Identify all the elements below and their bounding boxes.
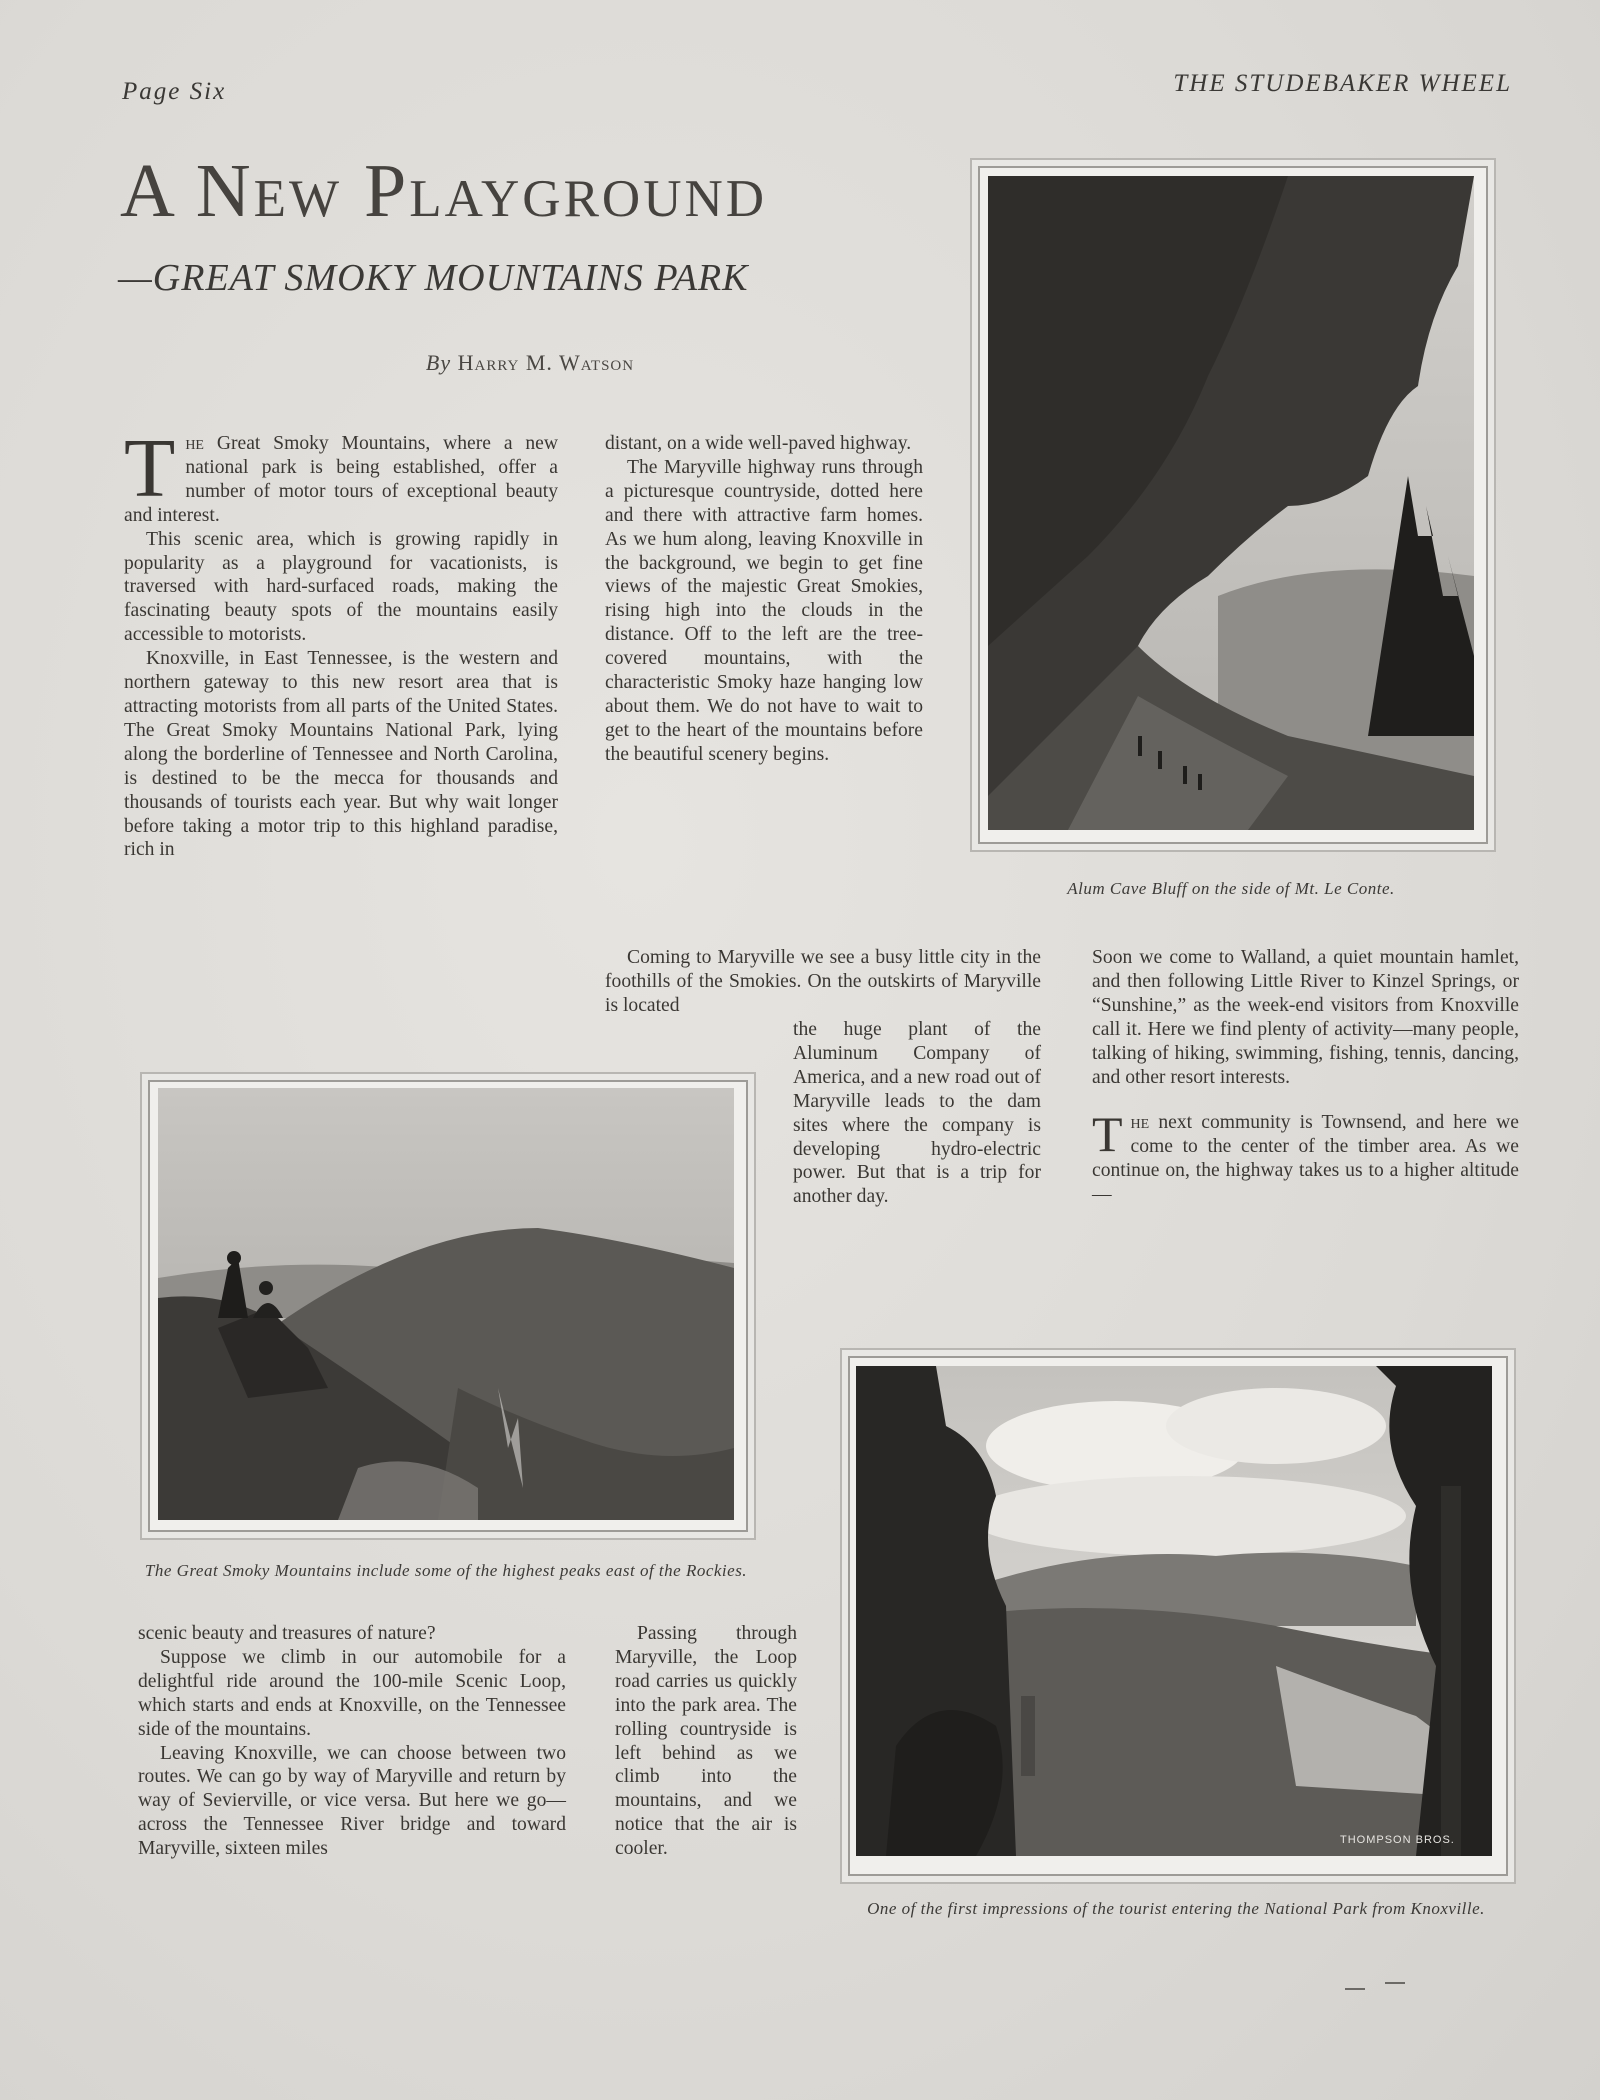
- paragraph-text: Great Smoky Mountains, where a new national park is being established, offer a number of motor tours of exceptional beauty and interest.: [124, 433, 558, 526]
- column-1: [124, 422, 558, 862]
- column-lower-left: [138, 1622, 566, 1861]
- column-2-narrow: [793, 1018, 1041, 1209]
- paragraph: Soon we come to Walland, a quiet mountain hamlet, and then following Little River to Kinzel Springs, or “Sunshine,” as the week-end visitors from Knoxville call it. Here we find plenty of activity—many people, talking of hiking, swimming, fishing, tennis, dancing, and other resort interests.: [1092, 947, 1519, 1088]
- paragraph: scenic beauty and treasures of nature?: [138, 1623, 436, 1644]
- paragraph: Coming to Maryville we see a busy little city in the foothills of the Smokies. On the outskirts of Maryville is located: [605, 947, 1041, 1016]
- caption-peaks: The Great Smoky Mountains include some of the highest peaks east of the Rockies.: [144, 1561, 748, 1580]
- paragraph: Leaving Knoxville, we can choose between two routes. We can go by way of Maryville and return by way of Sevierville, or vice versa. But here we go—across the Tennessee River bridge and toward Maryville, sixteen miles: [138, 1742, 566, 1860]
- paragraph: The Maryville highway runs through a picturesque countryside, dotted here and there with attractive farm homes. As we hum along, leaving Knoxville in the background, we begin to get fine views of the majestic Great Smokies, rising high into the clouds in the distance. Off to the left are the tree-covered mountains, with the characteristic Smoky haze hanging low about them. We do not have to wait to get to the heart of the mountains before the beautiful scenery begins.: [605, 456, 923, 765]
- page-number-label: Page Six: [122, 78, 227, 105]
- column-lower-middle: [615, 1622, 797, 1861]
- paragraph: [1092, 1106, 1519, 1207]
- lead-word: he: [1130, 1112, 1150, 1134]
- drop-cap: T: [124, 422, 176, 515]
- paragraph-text: next community is Townsend, and here we come to the center of the timber area. As we continue on, the highway takes us to a higher altitude—: [1092, 1112, 1519, 1206]
- caption-first-impressions: One of the first impressions of the tourist entering the National Park from Knoxville.: [867, 1899, 1485, 1918]
- paragraph: Knoxville, in East Tennessee, is the western and northern gateway to this new resort area that is attracting motorists from all parts of the United States. The Great Smoky Mountains National Park, lying along the borderline of Tennessee and North Carolina, is destined to be the mecca for thousands and thousands of tourists each year. But why wait longer before taking a motor trip to this highland paradise, rich in: [124, 648, 558, 861]
- article-subtitle: [118, 256, 938, 300]
- byline-author: Harry M. Watson: [457, 350, 635, 375]
- byline: [120, 350, 940, 376]
- paragraph: Suppose we climb in our automobile for a delightful ride around the 100-mile Scenic Loop, which starts and ends at Knoxville, on the Tennessee side of the mountains.: [138, 1646, 566, 1740]
- column-2-wide: [605, 946, 1041, 1018]
- column-2: [605, 432, 923, 767]
- paragraph: [124, 422, 558, 528]
- paragraph: Passing through Maryville, the Loop road carries us quickly into the park area. The rolling countryside is left behind as we climb into the mountains, and we notice that the air is cooler.: [615, 1623, 797, 1860]
- article-title: [120, 148, 940, 235]
- alum-cave-photo: [988, 176, 1474, 830]
- paragraph: the huge plant of the Aluminum Company of America, and a new road out of Maryville leads to the dam sites where the company is developing hydro-electric power. But that is a trip for another day.: [793, 1019, 1041, 1208]
- caption-alum-cave: Alum Cave Bluff on the side of Mt. Le Conte.: [1067, 879, 1395, 898]
- title-text: A New Playground: [120, 149, 768, 233]
- subtitle-dash: —: [118, 257, 153, 299]
- drop-cap: T: [1092, 1106, 1123, 1163]
- smoky-peaks-photo: [158, 1088, 734, 1520]
- paragraph: This scenic area, which is growing rapidly in popularity as a playground for vacationists, is traversed with hard-surfaced roads, making the fascinating beauty spots of the mountains easily accessible to motorists.: [124, 528, 558, 646]
- first-impressions-photo: [856, 1366, 1492, 1856]
- column-3: [1092, 946, 1519, 1207]
- stray-mark: [1345, 1988, 1365, 1990]
- lead-word: he: [185, 433, 204, 454]
- subtitle-text: GREAT SMOKY MOUNTAINS PARK: [152, 257, 749, 299]
- stray-mark: [1385, 1982, 1405, 1984]
- magazine-title: THE STUDEBAKER WHEEL: [1173, 70, 1512, 97]
- paragraph: distant, on a wide well-paved highway.: [605, 433, 912, 454]
- byline-by: By: [425, 350, 452, 375]
- photo-credit: THOMPSON BROS.: [1340, 1834, 1455, 1846]
